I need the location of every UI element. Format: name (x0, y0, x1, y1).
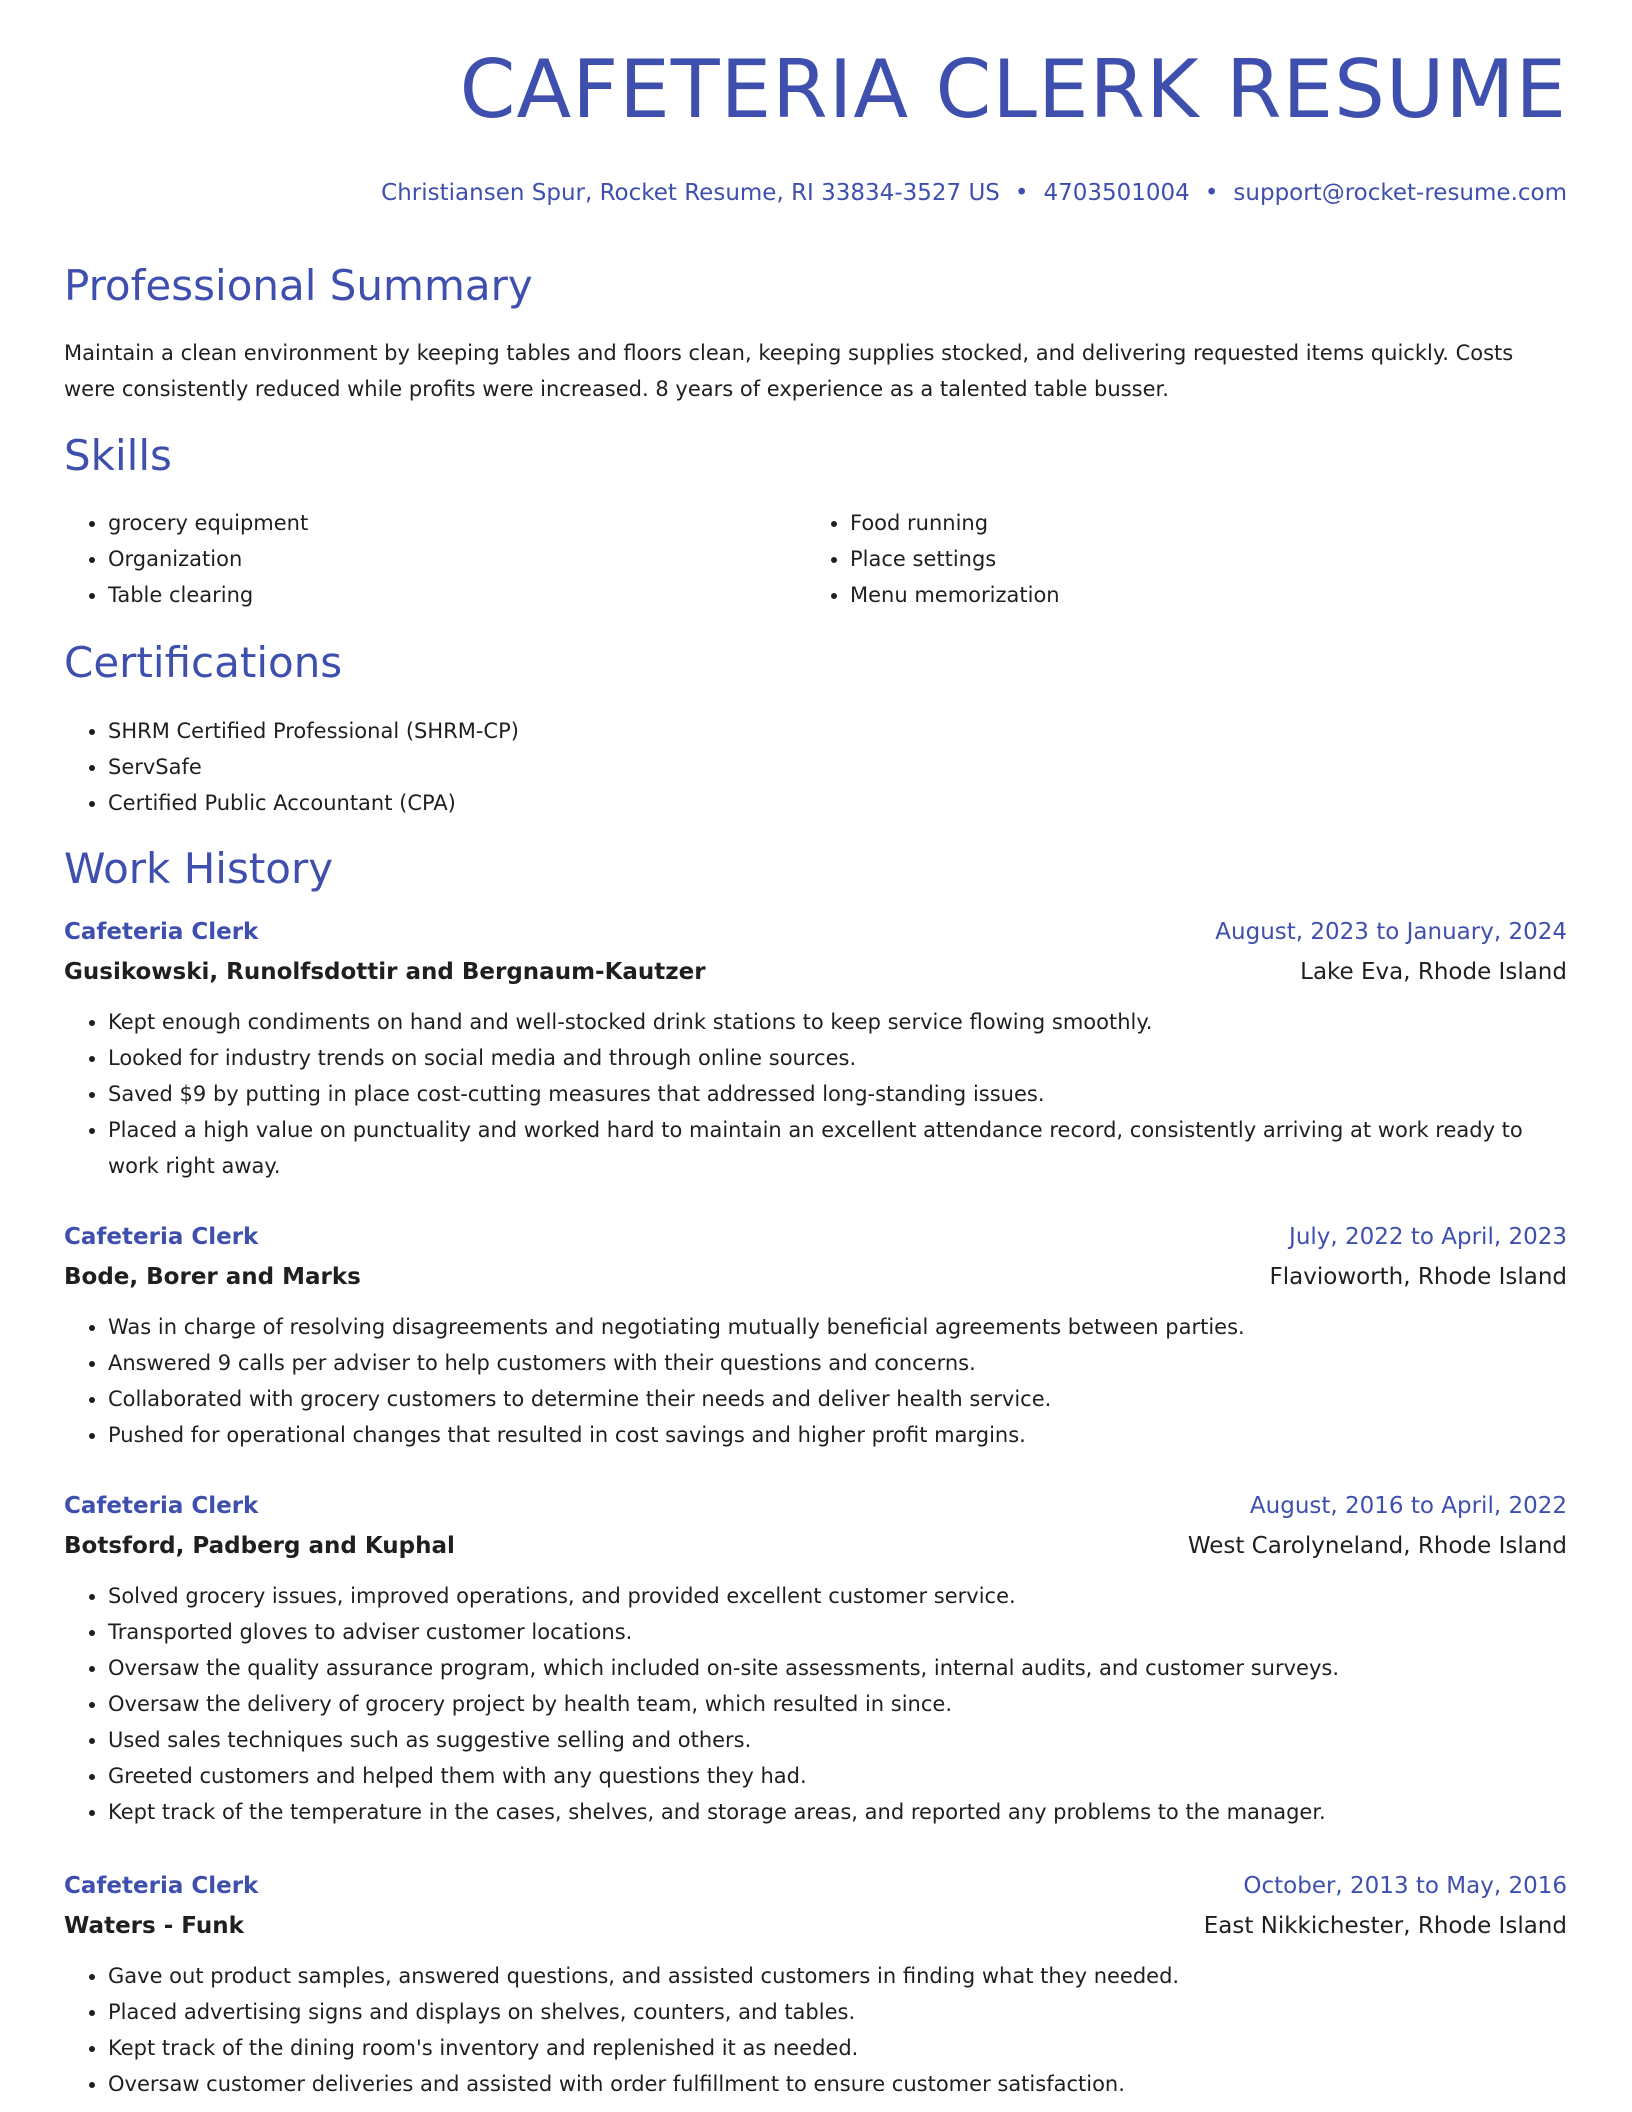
contact-phone: 4703501004 (1043, 180, 1190, 206)
job-bullet: • Pushed for operational changes that resulted in cost savings and higher profit margins. (108, 1417, 1567, 1453)
skill-item: • Menu memorization (850, 577, 1550, 613)
job-bullet: • Placed advertising signs and displays on shelves, counters, and tables. (108, 1994, 1567, 2030)
job-bullet: • Was in charge of resolving disagreements and negotiating mutually beneficial agreements between parties. (108, 1309, 1567, 1345)
job-location: West Carolyneland, Rhode Island (1187, 1533, 1567, 1559)
certification-item: • SHRM Certified Professional (SHRM-CP) (108, 713, 1008, 749)
job-bullet: • Placed a high value on punctuality and worked hard to maintain an excellent attendance record, consistently arriving at work ready to work right away. (108, 1112, 1567, 1184)
contact-separator: • (1204, 180, 1219, 206)
job-location: Flavioworth, Rhode Island (1269, 1264, 1567, 1290)
summary-heading: Professional Summary (64, 261, 533, 310)
job-company: Waters - Funk (64, 1913, 244, 1939)
job-dates: August, 2023 to January, 2024 (1215, 919, 1567, 945)
job-bullet: • Kept track of the dining room's inventory and replenished it as needed. (108, 2030, 1567, 2066)
skills-list-right (806, 505, 1550, 613)
job-bullets (64, 1958, 1567, 2102)
job-header-row (64, 912, 1567, 952)
job-header-row (64, 1486, 1567, 1526)
job-bullets (64, 1004, 1567, 1184)
certifications-list (64, 713, 1008, 821)
job-location: Lake Eva, Rhode Island (1300, 959, 1567, 985)
job-bullet: • Kept track of the temperature in the cases, shelves, and storage areas, and reported any problems to the manager. (108, 1794, 1567, 1830)
skills-heading: Skills (64, 431, 172, 480)
job-bullet: • Oversaw the quality assurance program, which included on-site assessments, internal audits, and customer surveys. (108, 1650, 1567, 1686)
skill-item: • Table clearing (108, 577, 808, 613)
job-company-row (64, 1906, 1567, 1946)
skill-item: • grocery equipment (108, 505, 808, 541)
certifications-heading: Certifications (64, 638, 343, 687)
work-history-heading: Work History (64, 844, 334, 893)
contact-address: Christiansen Spur, Rocket Resume, RI 33834-3527 US (381, 180, 1000, 206)
job-bullet: • Collaborated with grocery customers to determine their needs and deliver health service. (108, 1381, 1567, 1417)
skill-item: • Place settings (850, 541, 1550, 577)
job-entry (64, 1217, 1567, 1453)
skill-item: • Food running (850, 505, 1550, 541)
job-header-row (64, 1217, 1567, 1257)
job-bullet: • Gave out product samples, answered questions, and assisted customers in finding what they needed. (108, 1958, 1567, 1994)
summary-text: Maintain a clean environment by keeping tables and floors clean, keeping supplies stocked, and delivering requested items quickly. Costs were consistently reduced while profits were increased. 8 years of experience as a talented table busser. (64, 341, 1514, 401)
job-bullet: • Solved grocery issues, improved operations, and provided excellent customer service. (108, 1578, 1567, 1614)
contact-email: support@rocket-resume.com (1233, 180, 1567, 206)
contact-line (381, 180, 1567, 206)
job-company-row (64, 1526, 1567, 1566)
job-header-row (64, 1866, 1567, 1906)
job-bullet: • Saved $9 by putting in place cost-cutting measures that addressed long-standing issues. (108, 1076, 1567, 1112)
job-bullet: • Answered 9 calls per adviser to help customers with their questions and concerns. (108, 1345, 1567, 1381)
resume-title: CAFETERIA CLERK RESUME (459, 43, 1567, 136)
certification-item: • Certified Public Accountant (CPA) (108, 785, 1008, 821)
job-company-row (64, 1257, 1567, 1297)
certification-item: • ServSafe (108, 749, 1008, 785)
job-bullets (64, 1309, 1567, 1453)
job-bullets (64, 1578, 1567, 1830)
job-bullet: • Oversaw the delivery of grocery project by health team, which resulted in since. (108, 1686, 1567, 1722)
job-bullet: • Kept enough condiments on hand and well-stocked drink stations to keep service flowing smoothly. (108, 1004, 1567, 1040)
job-entry (64, 1866, 1567, 2102)
job-entry (64, 912, 1567, 1184)
job-bullet: • Transported gloves to adviser customer locations. (108, 1614, 1567, 1650)
job-dates: July, 2022 to April, 2023 (1289, 1224, 1567, 1250)
job-bullet: • Oversaw customer deliveries and assisted with order fulfillment to ensure customer satisfaction. (108, 2066, 1567, 2102)
job-dates: October, 2013 to May, 2016 (1243, 1873, 1567, 1899)
job-location: East Nikkichester, Rhode Island (1203, 1913, 1567, 1939)
job-company-row (64, 952, 1567, 992)
contact-separator: • (1014, 180, 1029, 206)
job-company: Gusikowski, Runolfsdottir and Bergnaum-Kautzer (64, 959, 706, 985)
job-company: Bode, Borer and Marks (64, 1264, 361, 1290)
job-title: Cafeteria Clerk (64, 919, 259, 945)
job-entry (64, 1486, 1567, 1830)
skill-item: • Organization (108, 541, 808, 577)
job-title: Cafeteria Clerk (64, 1224, 259, 1250)
job-bullet: • Greeted customers and helped them with any questions they had. (108, 1758, 1567, 1794)
job-dates: August, 2016 to April, 2022 (1249, 1493, 1567, 1519)
job-title: Cafeteria Clerk (64, 1873, 259, 1899)
job-bullet: • Looked for industry trends on social media and through online sources. (108, 1040, 1567, 1076)
job-company: Botsford, Padberg and Kuphal (64, 1533, 455, 1559)
job-bullet: • Used sales techniques such as suggestive selling and others. (108, 1722, 1567, 1758)
skills-list-left (64, 505, 808, 613)
job-title: Cafeteria Clerk (64, 1493, 259, 1519)
